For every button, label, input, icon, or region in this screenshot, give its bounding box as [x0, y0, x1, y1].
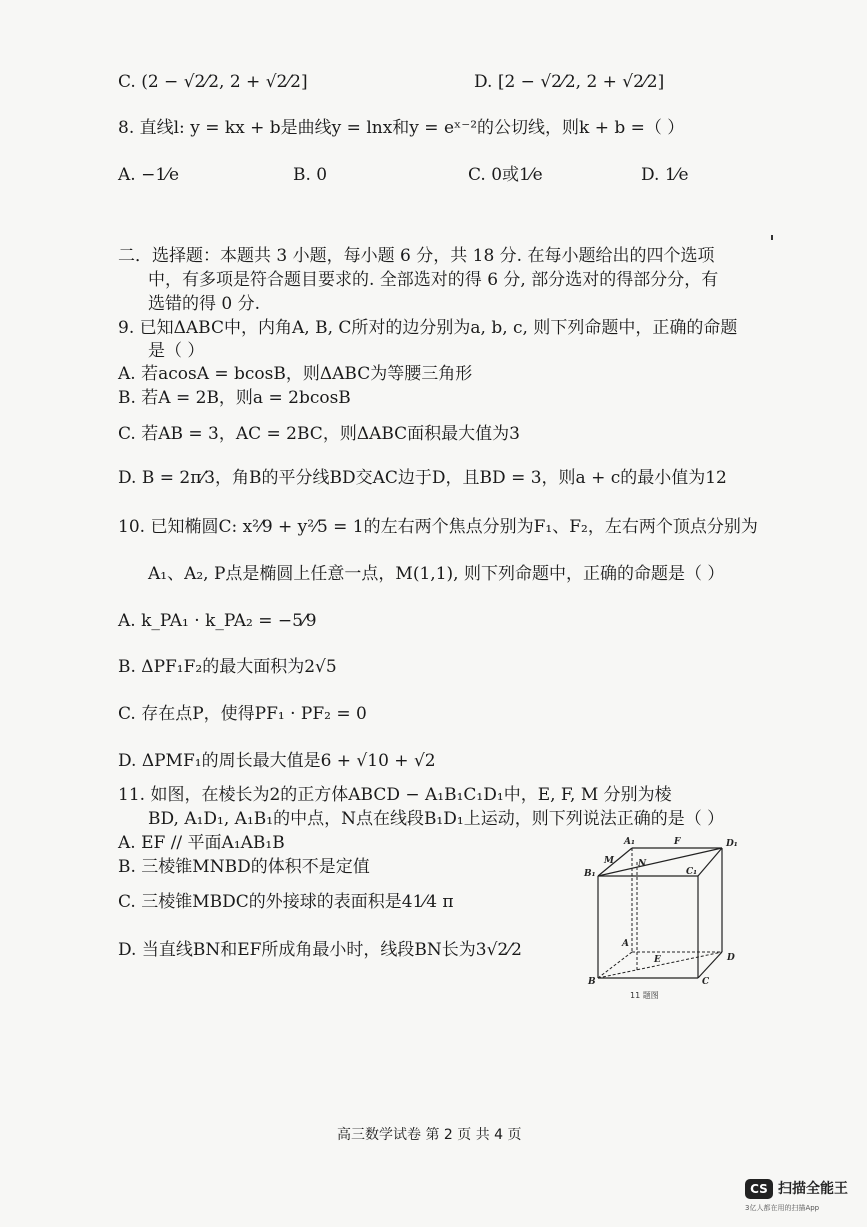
q9-option-a: A. 若acosA = bcosB，则ΔABC为等腰三角形	[118, 364, 473, 384]
q11-option-d: D. 当直线BN和EF所成角最小时，线段BN长为3√2⁄2	[118, 940, 522, 960]
label-n: N	[638, 859, 647, 869]
q8-option-d: D. 1⁄e	[641, 165, 689, 185]
cube-diagram	[580, 832, 750, 1007]
q11-stem-line2: BD, A₁D₁, A₁B₁的中点，N点在线段B₁D₁上运动，则下列说法正确的是（ ）	[148, 809, 725, 829]
camscanner-logo: CS	[745, 1179, 773, 1199]
label-e: E	[654, 955, 661, 965]
section2-heading-line3: 选错的得 0 分.	[148, 294, 261, 314]
q11-option-c: C. 三棱锥MBDC的外接球的表面积是41⁄4 π	[118, 892, 454, 912]
label-b1: B₁	[584, 869, 596, 879]
label-c: C	[702, 977, 710, 987]
q9-stem-line1: 9. 已知ΔABC中，内角A, B, C所对的边分别为a, b, c, 则下列命题中，正确的命题	[118, 318, 738, 338]
scanner-watermark	[745, 1177, 865, 1225]
q10-option-d: D. ΔPMF₁的周长最大值是6 + √10 + √2	[118, 751, 436, 771]
q10-option-b: B. ΔPF₁F₂的最大面积为2√5	[118, 657, 337, 677]
q8-option-c: C. 0或1⁄e	[468, 165, 543, 185]
label-a1: A₁	[624, 837, 635, 847]
q10-option-c: C. 存在点P，使得PF₁ · PF₂ = 0	[118, 704, 367, 724]
q10-stem-line1: 10. 已知椭圆C: x²⁄9 + y²⁄5 = 1的左右两个焦点分别为F₁、F₂，左右两个顶点分别为	[118, 517, 758, 537]
page-footer: 高三数学试卷 第 2 页 共 4 页	[337, 1127, 522, 1143]
q7-option-d: D. [2 − √2⁄2, 2 + √2⁄2]	[474, 72, 665, 92]
q8-option-a: A. −1⁄e	[118, 165, 180, 185]
label-c1: C₁	[686, 867, 698, 877]
section2-heading-line2: 中，有多项是符合题目要求的. 全部选对的得 6 分, 部分选对的得部分分，有	[148, 270, 719, 290]
scan-mark	[771, 235, 773, 240]
q11-option-b: B. 三棱锥MNBD的体积不是定值	[118, 857, 370, 877]
q8-option-b: B. 0	[293, 165, 328, 185]
q10-option-a: A. k_PA₁ · k_PA₂ = −5⁄9	[118, 611, 317, 631]
figure-caption: 11 题图	[630, 991, 659, 1000]
q9-option-d: D. B = 2π⁄3，角B的平分线BD交AC边于D，且BD = 3，则a + c的最小值为12	[118, 468, 727, 488]
section2-heading-line1: 二．选择题：本题共 3 小题，每小题 6 分，共 18 分. 在每小题给出的四个选项	[118, 246, 715, 266]
label-d1: D₁	[726, 839, 738, 849]
q7-option-c: C. (2 − √2⁄2, 2 + √2⁄2]	[118, 72, 308, 92]
diag-b1-d1	[598, 848, 722, 876]
q9-option-b: B. 若A = 2B，则a = 2bcosB	[118, 388, 351, 408]
q9-option-c: C. 若AB = 3，AC = 2BC，则ΔABC面积最大值为3	[118, 424, 520, 444]
label-d: D	[727, 953, 735, 963]
q8-stem: 8. 直线l: y = kx + b是曲线y = lnx和y = eˣ⁻²的公切线，则k + b =（ ）	[118, 118, 685, 138]
q11-stem-line1: 11. 如图，在棱长为2的正方体ABCD − A₁B₁C₁D₁中，E, F, M 分别为棱	[118, 785, 672, 805]
q10-stem-line2: A₁、A₂, P点是椭圆上任意一点，M(1,1), 则下列命题中，正确的命题是（ ）	[148, 564, 725, 584]
q11-option-a: A. EF // 平面A₁AB₁B	[118, 833, 285, 853]
label-f: F	[674, 837, 681, 847]
label-m: M	[604, 856, 614, 866]
label-a: A	[622, 939, 629, 949]
label-b: B	[588, 977, 596, 987]
cube-figure	[580, 832, 750, 1007]
watermark-app-name: 扫描全能王	[778, 1181, 848, 1197]
watermark-tagline: 3亿人都在用的扫描App	[745, 1204, 820, 1212]
q9-stem-line2: 是（ ）	[148, 341, 205, 361]
